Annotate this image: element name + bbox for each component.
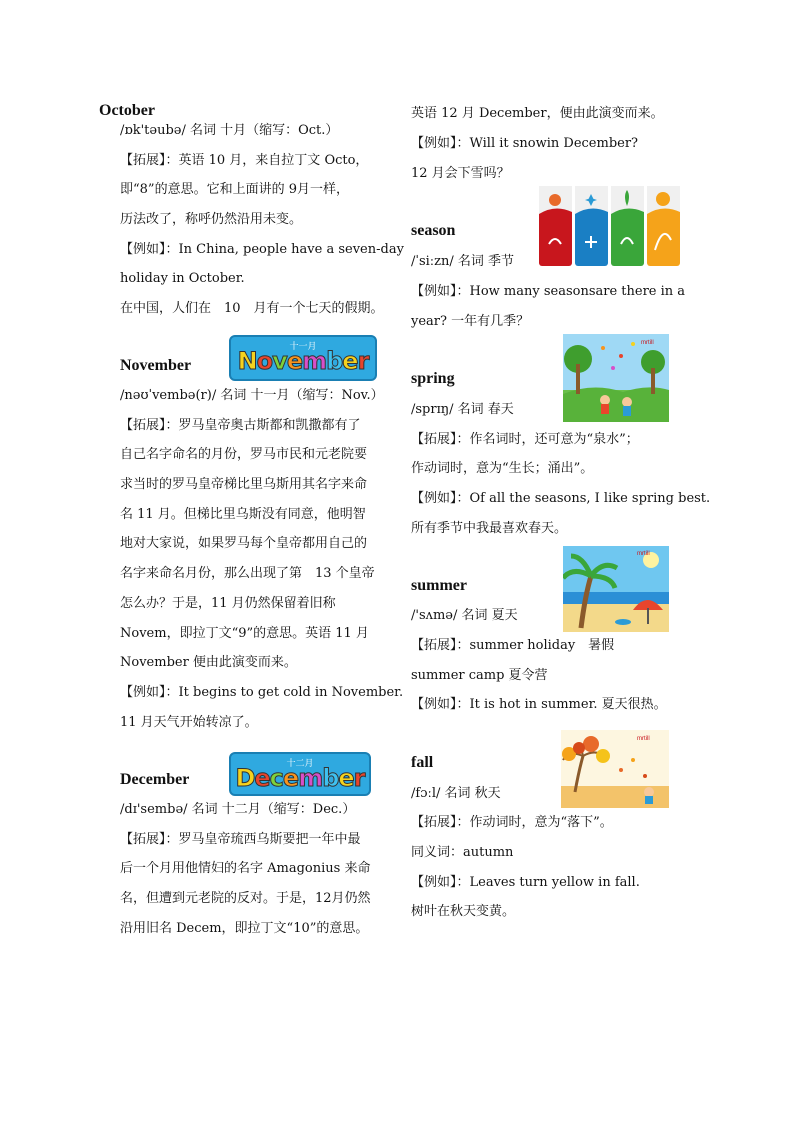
spring-ext-2: 作动词时，意为“生长；涌出”。 xyxy=(411,461,594,476)
summer-ext-1: 【拓展】：summer holiday 暑假 xyxy=(411,638,615,653)
season-example-2: year? 一年有几季？ xyxy=(411,314,530,329)
december-banner-caption: 十二月 xyxy=(286,759,314,769)
december-banner-letters xyxy=(231,764,369,792)
spring-phonetic: /sprɪŋ/ 名词 春天 xyxy=(411,402,514,417)
october-example-cn: 在中国，人们在 10 月有一个七天的假期。 xyxy=(120,301,384,316)
fall-image xyxy=(561,730,669,808)
november-word: November xyxy=(120,357,192,374)
spring-word: spring xyxy=(411,370,455,387)
november-ext-5: 地对大家说，如果罗马每个皇帝都用自己的 xyxy=(120,536,368,551)
november-banner-letters xyxy=(231,347,375,375)
banner-letter: r xyxy=(353,764,365,792)
fall-phonetic: /fɔːl/ 名词 秋天 xyxy=(411,786,501,801)
fall-ext-1: 【拓展】：作动词时，意为“落下”。 xyxy=(411,815,613,830)
november-ext-1: 【拓展】：罗马皇帝奥古斯都和凯撒都有了 xyxy=(120,418,361,433)
december-banner-image xyxy=(229,752,371,796)
fall-example-en: 【例如】：Leaves turn yellow in fall. xyxy=(411,875,640,890)
october-example-en-2: holiday in October. xyxy=(120,271,245,286)
banner-letter: b xyxy=(326,347,343,375)
summer-ext-2: summer camp 夏令营 xyxy=(411,668,548,683)
banner-letter: c xyxy=(269,764,283,792)
fall-ext-2: 同义词：autumn xyxy=(411,845,514,860)
november-ext-9: November 便由此演变而来。 xyxy=(120,655,297,670)
november-example-cn: 11 月天气开始转凉了。 xyxy=(120,715,258,730)
summer-phonetic: /'sʌmə/ 名词 夏天 xyxy=(411,608,518,623)
banner-letter: e xyxy=(338,764,354,792)
banner-letter: v xyxy=(272,347,287,375)
spring-image xyxy=(563,334,669,422)
banner-letter: N xyxy=(237,347,257,375)
december-ext-4: 沿用旧名 Decem，即拉丁文“10”的意思。 xyxy=(120,921,369,936)
november-banner-caption: 十一月 xyxy=(289,342,317,352)
svg-text:mrtill: mrtill xyxy=(637,551,650,557)
october-phonetic: /ɒk'təubə/ 名词 十月（缩写：Oct.） xyxy=(120,123,339,138)
spring-ext-1: 【拓展】：作名词时，还可意为“泉水”； xyxy=(411,432,639,447)
spring-example-cn: 所有季节中我最喜欢春天。 xyxy=(411,521,568,536)
banner-letter: m xyxy=(298,764,323,792)
december-word: December xyxy=(120,771,190,788)
october-ext-1: 【拓展】：英语 10 月，来自拉丁文 Octo， xyxy=(120,153,369,168)
december-example-en: 【例如】：Will it snowin December? xyxy=(411,136,639,151)
december-example-cn: 12 月会下雪吗？ xyxy=(411,166,510,181)
fall-illustration xyxy=(561,730,669,808)
october-word: October xyxy=(99,102,155,119)
svg-text:mrtill: mrtill xyxy=(641,340,654,346)
december-ext-1: 【拓展】：罗马皇帝琉西乌斯要把一年中最 xyxy=(120,832,361,847)
banner-letter: e xyxy=(254,764,270,792)
banner-letter: r xyxy=(357,347,369,375)
banner-letter: e xyxy=(282,764,299,792)
november-ext-2: 自己名字命名的月份，罗马市民和元老院要 xyxy=(120,447,368,462)
november-ext-6: 名字来命名月份，那么出现了第 13 个皇帝 xyxy=(120,566,375,581)
october-ext-2: 即“8”的意思。它和上面讲的 9月一样， xyxy=(120,182,349,197)
season-phonetic: /ˈsiːzn/ 名词 季节 xyxy=(411,254,515,269)
october-ext-3: 历法改了，称呼仍然沿用未变。 xyxy=(120,212,303,227)
four-seasons-illustration xyxy=(537,184,682,268)
november-phonetic: /nəʊˈvembə(r)/ 名词 十一月（缩写：Nov.） xyxy=(120,388,384,403)
october-example-en-1: 【例如】：In China, people have a seven-day xyxy=(120,242,404,257)
four-seasons-image xyxy=(537,184,682,268)
banner-letter: e xyxy=(286,347,303,375)
summer-example: 【例如】：It is hot in summer. 夏天很热。 xyxy=(411,697,667,712)
november-example-en: 【例如】：It begins to get cold in November. xyxy=(120,685,404,700)
banner-letter: o xyxy=(256,347,273,375)
november-ext-4: 名 11 月。但梯比里乌斯没有同意，他明智 xyxy=(120,507,366,522)
banner-letter: D xyxy=(235,764,255,792)
season-word: season xyxy=(411,222,456,239)
december-ext-3: 名，但遭到元老院的反对。于是，12月仍然 xyxy=(120,891,371,906)
november-ext-8: Novem，即拉丁文“9”的意思。英语 11 月 xyxy=(120,626,369,641)
december-ext-2: 后一个月用他情妇的名字 Amagonius 来命 xyxy=(120,861,371,876)
season-example-1: 【例如】：How many seasonsare there in a xyxy=(411,284,686,299)
banner-letter: e xyxy=(342,347,358,375)
december-ext-5: 英语 12 月 December，便由此演变而来。 xyxy=(411,106,664,121)
summer-word: summer xyxy=(411,577,467,594)
december-phonetic: /dɪ'sembə/ 名词 十二月（缩写：Dec.） xyxy=(120,802,356,817)
fall-example-cn: 树叶在秋天变黄。 xyxy=(411,904,516,919)
spring-illustration xyxy=(563,334,669,422)
spring-example-en: 【例如】：Of all the seasons, I like spring best. xyxy=(411,491,711,506)
november-ext-7: 怎么办？于是，11 月仍然保留着旧称 xyxy=(120,596,336,611)
summer-image xyxy=(563,546,669,632)
summer-illustration xyxy=(563,546,669,632)
fall-word: fall xyxy=(411,754,434,771)
banner-letter: b xyxy=(322,764,339,792)
november-banner-image xyxy=(229,335,377,381)
banner-letter: m xyxy=(302,347,327,375)
november-ext-3: 求当时的罗马皇帝梯比里乌斯用其名字来命 xyxy=(120,477,368,492)
svg-text:mrtill: mrtill xyxy=(637,736,650,742)
